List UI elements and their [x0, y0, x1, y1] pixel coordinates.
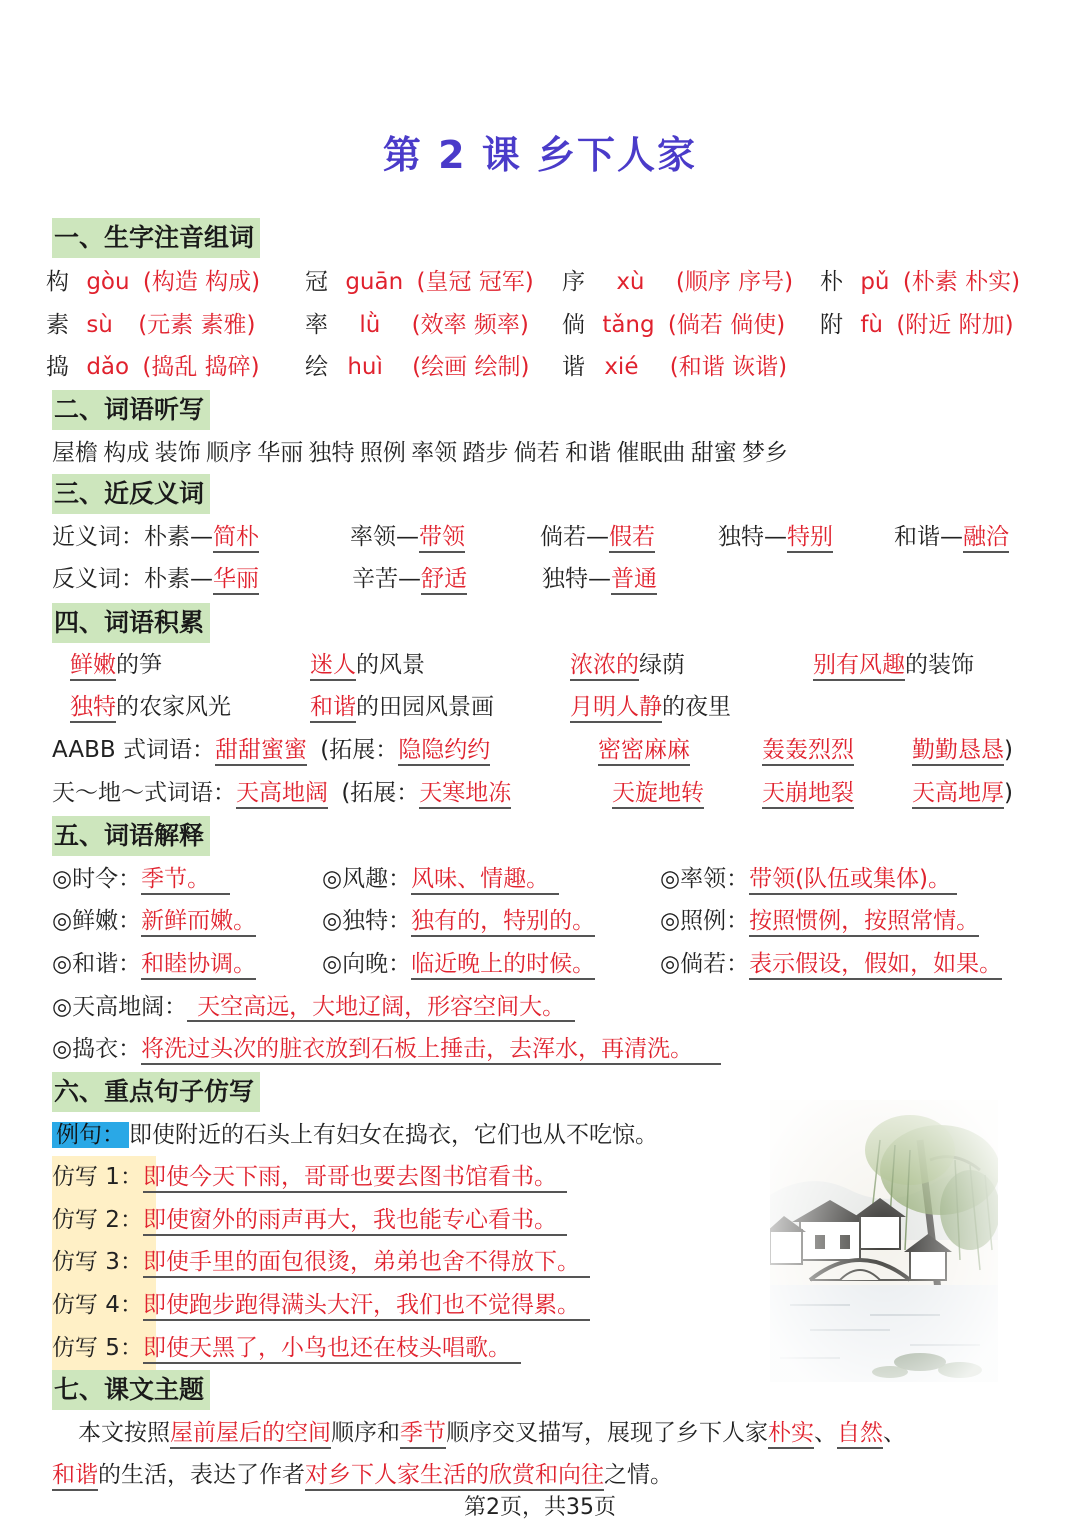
imitation-item [52, 1331, 521, 1365]
answer: 自然 [837, 1420, 883, 1449]
imitation-label: 仿写 4： [52, 1292, 143, 1318]
word: 辛苦— [352, 566, 421, 592]
imitation-text: 即使手里的面包很烫，弟弟也舍不得放下。 [143, 1249, 590, 1278]
theme-text: 顺序和 [331, 1420, 400, 1446]
explanation [52, 862, 230, 896]
words: (构造 构成) [142, 269, 261, 295]
pinyin: xù [616, 269, 645, 295]
imitation-item [52, 1160, 567, 1194]
close-paren: ) [1004, 780, 1013, 806]
extension-word [612, 776, 704, 810]
theme-text: 顺序交叉描写，展现了乡下人家 [446, 1420, 768, 1446]
phrase-rest: 的装饰 [905, 652, 974, 678]
synonyms-row [52, 520, 259, 554]
answer: 融洽 [963, 524, 1009, 553]
answer: 特别 [787, 524, 833, 553]
example-text: 即使附近的石头上有妇女在捣衣，它们也从不吃惊。 [129, 1122, 658, 1148]
aabb-row [52, 733, 490, 767]
pinyin-item [820, 265, 1020, 299]
phrase [70, 690, 231, 724]
theme-text: 之情。 [604, 1462, 673, 1488]
term: ◎独特： [322, 908, 412, 934]
pinyin: fù [860, 312, 883, 338]
explanation [52, 904, 256, 938]
section-heading-imitation: 六、重点句子仿写 [52, 1072, 260, 1112]
phrase-rest: 的夜里 [662, 694, 731, 720]
section-heading-theme: 七、课文主题 [52, 1370, 210, 1410]
explanation [52, 990, 575, 1024]
phrase-rest: 的笋 [116, 652, 162, 678]
words: (皇冠 冠军) [416, 269, 534, 295]
answer: 月明人静 [570, 694, 662, 723]
imitation-label: 仿写 2： [52, 1207, 143, 1233]
answer: 对乡下人家生活的欣赏和向往 [305, 1462, 604, 1491]
term: ◎风趣： [322, 866, 412, 892]
definition: 季节。 [141, 866, 230, 895]
page-number: 第2页，共35页 [464, 1495, 616, 1520]
imitation-label: 仿写 5： [52, 1335, 143, 1361]
word: 朴素— [144, 566, 213, 592]
char: 序 [562, 269, 585, 295]
antonym-pair [352, 562, 467, 596]
char: 附 [820, 312, 843, 338]
antonyms-row [52, 562, 259, 596]
imitation-item [52, 1288, 590, 1322]
pinyin-item [562, 265, 793, 299]
imitation-label: 仿写 1： [52, 1164, 143, 1190]
pinyin-item [562, 308, 785, 342]
definition: 临近晚上的时候。 [411, 951, 595, 980]
answer: 普通 [611, 566, 657, 595]
answer: 甜甜蜜蜜 [215, 737, 307, 766]
synonym-pair [350, 520, 465, 554]
words: (捣乱 捣碎) [142, 354, 260, 380]
words: (倘若 倘使) [667, 312, 786, 338]
phrase [310, 690, 494, 724]
close-paren: ) [1004, 737, 1013, 763]
term: ◎率领： [660, 866, 750, 892]
answer: 天崩地裂 [762, 780, 854, 809]
words: (绘画 绘制) [412, 354, 530, 380]
answer: 带领 [419, 524, 465, 553]
imitation-text: 即使天黑了，小鸟也还在枝头唱歌。 [143, 1335, 521, 1364]
page-title: 第 2 课 乡下人家 [382, 133, 698, 177]
definition: 天空高远，大地辽阔，形容空间大。 [187, 994, 575, 1022]
section-heading-explanations: 五、词语解释 [52, 816, 210, 856]
term: ◎倘若： [660, 951, 750, 977]
imitation-item [52, 1245, 590, 1279]
pinyin-item [46, 308, 255, 342]
words: (和谐 诙谐) [669, 354, 788, 380]
answer: 浓浓的 [570, 652, 639, 681]
pinyin: lǜ [359, 312, 381, 338]
explanation [660, 904, 979, 938]
char: 倘 [562, 312, 585, 338]
phrase-rest: 的田园风景画 [356, 694, 494, 720]
term: ◎天高地阔： [52, 994, 188, 1020]
char: 捣 [46, 354, 69, 380]
pinyin: gòu [86, 269, 130, 295]
answer: 轰轰烈烈 [762, 737, 854, 766]
theme-text: 的生活，表达了作者 [98, 1462, 305, 1488]
answer: 迷人 [310, 652, 356, 681]
answer: 勤勤恳恳 [912, 737, 1004, 766]
theme-line-1 [78, 1416, 906, 1450]
phrase [310, 648, 425, 682]
phrase-rest: 绿荫 [639, 652, 685, 678]
term: ◎照例： [660, 908, 750, 934]
pinyin: sù [86, 312, 113, 338]
theme-text: 、 [883, 1420, 906, 1446]
answer: 天高地厚 [912, 780, 1004, 809]
definition: 按照惯例，按照常情。 [749, 908, 979, 937]
dictation-words: 屋檐 构成 装饰 顺序 华丽 独特 照例 率领 踏步 倘若 和谐 催眠曲 甜蜜 梦乡 [52, 440, 789, 466]
tiandi-label: 天～地～式词语： [52, 780, 236, 806]
term: ◎鲜嫩： [52, 908, 142, 934]
definition: 和睦协调。 [141, 951, 256, 980]
extension-label: (拓展： [320, 737, 399, 763]
char: 绘 [305, 354, 328, 380]
word: 朴素— [144, 524, 213, 550]
char: 率 [305, 312, 328, 338]
definition: 将洗过头次的脏衣放到石板上捶击，去浑水，再清洗。 [141, 1036, 721, 1065]
pinyin: xié [604, 354, 639, 380]
word: 倘若— [540, 524, 609, 550]
section-heading-dictation: 二、词语听写 [52, 390, 210, 430]
answer: 天高地阔 [236, 780, 328, 809]
answer: 假若 [609, 524, 655, 553]
word: 独特— [542, 566, 611, 592]
synonyms-label: 近义词： [52, 524, 144, 550]
char: 构 [46, 269, 69, 295]
antonym-pair [542, 562, 657, 596]
extension-label: (拓展： [341, 780, 420, 806]
words: (附近 附加) [896, 312, 1014, 338]
phrase [570, 648, 685, 682]
phrase [813, 648, 974, 682]
answer: 鲜嫩 [70, 652, 116, 681]
tiandi-row [52, 776, 511, 810]
phrase [70, 648, 162, 682]
word: 独特— [718, 524, 787, 550]
answer: 朴实 [768, 1420, 814, 1449]
answer: 别有风趣 [813, 652, 905, 681]
term: ◎时令： [52, 866, 142, 892]
pinyin-item [46, 350, 260, 384]
char: 谐 [562, 354, 585, 380]
village-ink-painting [770, 1100, 998, 1382]
answer: 密密麻麻 [598, 737, 690, 766]
answer: 屋前屋后的空间 [170, 1420, 331, 1449]
section-heading-synonyms: 三、近反义词 [52, 474, 210, 514]
term: ◎捣衣： [52, 1036, 142, 1062]
theme-text: 本文按照 [78, 1420, 170, 1446]
explanation [52, 1032, 721, 1066]
extension-word [762, 776, 854, 810]
term: ◎向晚： [322, 951, 412, 977]
char: 冠 [305, 269, 328, 295]
pinyin: pǔ [860, 269, 890, 295]
pinyin-row-1 [46, 265, 260, 299]
pinyin-item [305, 350, 529, 384]
definition: 新鲜而嫩。 [141, 908, 256, 937]
synonym-pair [540, 520, 655, 554]
answer: 独特 [70, 694, 116, 723]
pinyin-item [562, 350, 787, 384]
synonym-pair [718, 520, 833, 554]
pinyin-item [820, 308, 1014, 342]
words: (朴素 朴实) [902, 269, 1021, 295]
example-sentence [52, 1118, 658, 1152]
definition: 独有的，特别的。 [411, 908, 595, 937]
extension-word [762, 733, 854, 767]
word: 率领— [350, 524, 419, 550]
imitation-text: 即使窗外的雨声再大，我也能专心看书。 [143, 1207, 567, 1236]
pinyin: tǎng [602, 312, 655, 338]
answer: 简朴 [213, 524, 259, 553]
imitation-item [52, 1203, 567, 1237]
explanation [660, 862, 957, 896]
term: ◎和谐： [52, 951, 142, 977]
explanation [52, 947, 256, 981]
explanation [322, 947, 595, 981]
explanation [322, 862, 559, 896]
extension-word [912, 733, 1013, 767]
definition: 表示假设，假如，如果。 [749, 951, 1002, 980]
antonyms-label: 反义词： [52, 566, 144, 592]
char: 素 [46, 312, 69, 338]
answer: 天旋地转 [612, 780, 704, 809]
definition: 带领(队伍或集体)。 [749, 866, 957, 895]
example-tag: 例句： [52, 1122, 129, 1148]
extension-word [912, 776, 1013, 810]
answer: 和谐 [52, 1462, 98, 1491]
phrase-rest: 的风景 [356, 652, 425, 678]
theme-text: 、 [814, 1420, 837, 1446]
answer: 季节 [400, 1420, 446, 1449]
phrase [570, 690, 731, 724]
definition: 风味、情趣。 [411, 866, 559, 895]
imitation-text: 即使跑步跑得满头大汗，我们也不觉得累。 [143, 1292, 590, 1321]
synonym-pair [894, 520, 1009, 554]
words: (元素 素雅) [138, 312, 256, 338]
char: 朴 [820, 269, 843, 295]
explanation [322, 904, 595, 938]
section-heading-accumulation: 四、词语积累 [52, 603, 210, 643]
word: 和谐— [894, 524, 963, 550]
pinyin: guān [345, 269, 404, 295]
imitation-label: 仿写 3： [52, 1249, 143, 1275]
extension-word [598, 733, 690, 767]
words: (效率 频率) [411, 312, 529, 338]
pinyin-item [305, 265, 534, 299]
answer: 和谐 [310, 694, 356, 723]
answer: 华丽 [213, 566, 259, 595]
pinyin-item [305, 308, 529, 342]
imitation-text: 即使今天下雨，哥哥也要去图书馆看书。 [143, 1164, 567, 1193]
explanation [660, 947, 1002, 981]
theme-line-2 [52, 1458, 673, 1492]
answer: 隐隐约约 [398, 737, 490, 766]
phrase-rest: 的农家风光 [116, 694, 231, 720]
pinyin: dǎo [86, 354, 130, 380]
aabb-label: AABB 式词语： [52, 737, 215, 763]
words: (顺序 序号) [675, 269, 794, 295]
answer: 天寒地冻 [419, 780, 511, 809]
pinyin: huì [347, 354, 383, 380]
section-heading-pinyin: 一、生字注音组词 [52, 218, 260, 258]
answer: 舒适 [421, 566, 467, 595]
